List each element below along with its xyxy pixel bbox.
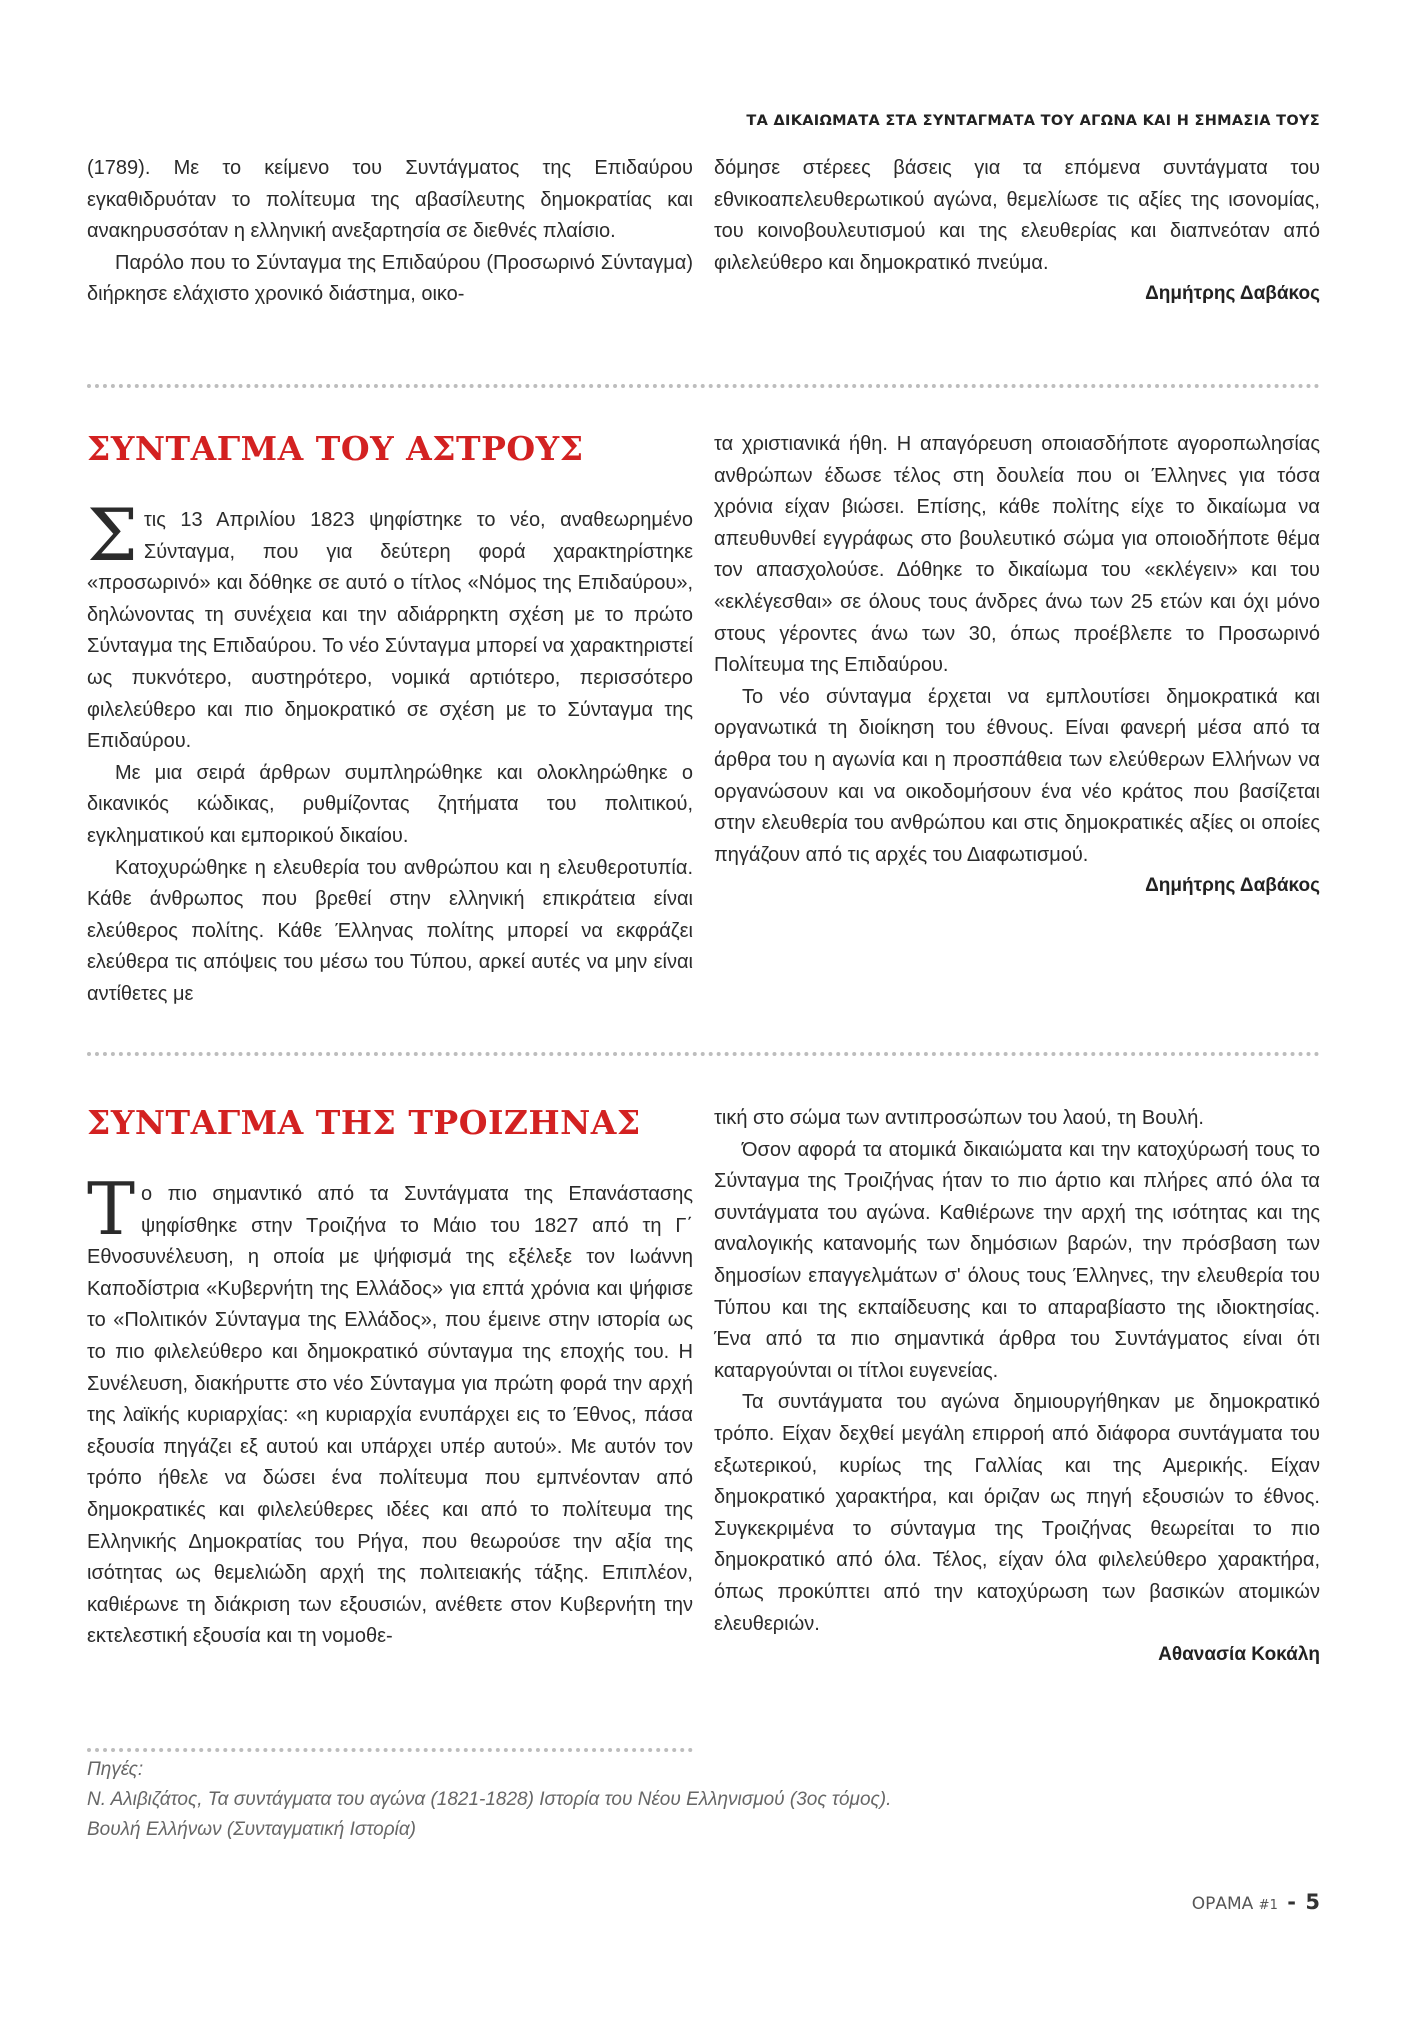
- paragraph: Το πιο σημαντικό από τα Συντάγματα της Επανάστασης ψηφίσθηκε στην Τροιζήνα το Μάιο του 1827 από τη Γ΄ Εθνοσυνέλευση, η οποία με ψήφισμά της εξέλεξε τον Ιωάννη Καποδίστρια «Κυβερνήτη της Ελλάδος» για επτά χρόνια και ψήφισε το «Πολιτικόν Σύνταγμα της Ελλάδος», που έμεινε στην ιστορία ως το πιο φιλελεύθερο και δημοκρατικό σύνταγμα της εποχής του. Η Συνέλευση, διακήρυττε στο νέο Σύνταγμα για πρώτη φορά την αρχή της λαϊκής κυριαρχίας: «η κυριαρχία ενυπάρχει εις το Έθνος, πάσα εξουσία πηγάζει εξ αυτού και υπάρχει υπέρ αυτού». Με αυτόν τον τρόπο ήθελε να δώσει ένα πολίτευμα που εμπνέονταν από δημοκρατικές και φιλελεύθερες ιδέες και από το πολίτευμα της Ελληνικής Δημοκρατίας του Ρήγα, που θεωρούσε την αξία της ισότητας ως θεμελιώδη αρχή της πολιτειακής τάξης. Επιπλέον, καθιέρωνε τη διάκριση των εξουσιών, ανέθετε στον Κυβερνήτη την εκτελεστική εξουσία και τη νομοθε-: [87, 1167, 693, 1648]
- right-column: [714, 1103, 1320, 1670]
- author-signature: Αθανασία Κοκάλη: [1158, 1644, 1320, 1666]
- paragraph: τα χριστιανικά ήθη. Η απαγόρευση οποιασδήποτε αγοροπωλησίας ανθρώπων έδωσε τέλος στη δουλεία που οι Έλληνες για τόσα χρόνια είχαν βιώσει. Επίσης, κάθε πολίτης είχε το δικαίωμα να απευθυνθεί εγγράφως στο βουλευτικό σώμα για οποιοδήποτε θέμα τον απασχολούσε. Δόθηκε το δικαίωμα του «εκλέγειν» και του «εκλέγεσθαι» σε όλους τους άνδρες άνω των 25 ετών και όχι μόνο στους γέροντες άνω των 30, όπως προέβλεπε το Προσωρινό Πολίτευμα της Επιδαύρου.: [714, 433, 1320, 677]
- paragraph: Παρόλο που το Σύνταγμα της Επιδαύρου (Προσωρινό Σύνταγμα) διήρκησε ελάχιστο χρονικό διάστημα, οικο-: [87, 251, 693, 306]
- left-column: [87, 153, 693, 311]
- page-number: 5: [1305, 1890, 1320, 1914]
- left-column: [87, 1103, 693, 1670]
- paragraph: Κατοχυρώθηκε η ελευθερία του ανθρώπου και η ελευθεροτυπία. Κάθε άνθρωπος που βρεθεί στην ελληνική επικράτεια είναι ελεύθερος πολίτης. Κάθε Έλληνας πολίτης μπορεί να εκφράζει ελεύθερα τις απόψεις του μέσω του Τύπου, αρκεί αυτές να μην είναι αντίθετες με: [87, 856, 693, 1005]
- left-column: [87, 429, 693, 1011]
- section-astros: [87, 429, 1320, 1011]
- dotted-divider: [87, 1052, 1320, 1056]
- dotted-divider: [87, 1748, 693, 1752]
- right-column: [714, 153, 1320, 311]
- author-signature: Δημήτρης Δαβάκος: [1145, 283, 1320, 305]
- paragraph: Το νέο σύνταγμα έρχεται να εμπλουτίσει δημοκρατικά και οργανωτικά τη διοίκηση του έθνους. Είναι φανερή μέσα από τα άρθρα του η αγωνία και η προσπάθεια των ελεύθερων Ελλήνων να οργανώσουν και να οικοδομήσουν ένα νέο κράτος που βασίζεται στην ελευθερία του ανθρώπου και στις δημοκρατικές αξίες οι οποίες πηγάζουν από τις αρχές του Διαφωτισμού.: [714, 685, 1320, 866]
- paragraph: Με μια σειρά άρθρων συμπληρώθηκε και ολοκληρώθηκε ο δικανικός κώδικας, ρυθμίζοντας ζητήματα του πολιτικού, εγκληματικού και εμπορικού δικαίου.: [87, 761, 693, 847]
- author-signature: Δημήτρης Δαβάκος: [1145, 875, 1320, 897]
- magazine-name: ΟΡΑΜΑ: [1191, 1894, 1254, 1914]
- paragraph: δόμησε στέρεες βάσεις για τα επόμενα συντάγματα του εθνικοαπελευθερωτικού αγώνα, θεμελίωσε τις αξίες της ισονομίας, του κοινοβουλευτισμού και της ελευθερίας και διαπνεόταν από φιλελεύθερο και δημοκρατικό πνεύμα.: [714, 157, 1320, 274]
- sources: [87, 1755, 891, 1845]
- issue-number: #1: [1258, 1898, 1278, 1913]
- section-heading: ΣΥΝΤΑΓΜΑ ΤΟΥ ΑΣΤΡΟΥΣ: [87, 429, 584, 468]
- paragraph: τική στο σώμα των αντιπροσώπων του λαού, τη Βουλή.: [714, 1107, 1204, 1129]
- paragraph: (1789). Με το κείμενο του Συντάγματος της Επιδαύρου εγκαθιδρυόταν το πολίτευμα της αβασίλευτης δημοκρατίας και ανακηρυσσόταν η ελληνική ανεξαρτησία σε διεθνές πλαίσιο.: [87, 157, 693, 243]
- paragraph: Στις 13 Απριλίου 1823 ψηφίστηκε το νέο, αναθεωρημένο Σύνταγμα, που για δεύτερη φορά χαρακτηρίστηκε «προσωρινό» και δόθηκε σε αυτό ο τίτλος «Νόμος της Επιδαύρου», δηλώνοντας τη συνέχεια και την αδιάρρηκτη σχέση με το πρώτο Σύνταγμα της Επιδαύρου. Το νέο Σύνταγμα μπορεί να χαρακτηριστεί ως πυκνότερο, αυστηρότερο, νομικά αρτιότερο, περισσότερο φιλελεύθερο και πιο δημοκρατικό σε σχέση με το Σύνταγμα της Επιδαύρου.: [87, 493, 693, 753]
- source-item: Ν. Αλιβιζάτος, Τα συντάγματα του αγώνα (1821-1828) Ιστορία του Νέου Ελληνισμού (3ος τόμος).: [87, 1789, 892, 1810]
- page-footer: [1192, 1890, 1320, 1914]
- drop-cap: Σ: [87, 493, 138, 577]
- running-head: ΤΑ ΔΙΚΑΙΩΜΑΤΑ ΣΤΑ ΣΥΝΤΑΓΜΑΤΑ ΤΟΥ ΑΓΩΝΑ ΚΑΙ Η ΣΗΜΑΣΙΑ ΤΟΥΣ: [746, 113, 1320, 129]
- section-troizina: [87, 1103, 1320, 1670]
- right-column: [714, 429, 1320, 1011]
- footer-separator: -: [1287, 1890, 1296, 1914]
- paragraph: Όσον αφορά τα ατομικά δικαιώματα και την κατοχύρωσή τους το Σύνταγμα της Τροιζήνας ήταν το πιο άρτιο και πλήρες από όλα τα συντάγματα του αγώνα. Καθιέρωνε την αρχή της ισότητας και της αναλογικής κατανομής των δημόσιων βαρών, την πρόσβαση των δημοσίων επαγγελμάτων σ' όλους τους Έλληνες, την ελευθερία του Τύπου και της εκπαίδευσης και το απαραβίαστο της ιδιοκτησίας. Ένα από τα πιο σημαντικά άρθρα του Συντάγματος είναι ότι καταργούνται οι τίτλοι ευγενείας.: [714, 1138, 1320, 1382]
- section-heading: ΣΥΝΤΑΓΜΑ ΤΗΣ ΤΡΟΙΖΗΝΑΣ: [87, 1103, 641, 1142]
- drop-cap: Τ: [87, 1167, 136, 1251]
- source-item: Βουλή Ελλήνων (Συνταγματική Ιστορία): [87, 1819, 417, 1840]
- paragraph: Τα συντάγματα του αγώνα δημιουργήθηκαν με δημοκρατικό τρόπο. Είχαν δεχθεί μεγάλη επιρροή από διάφορα συντάγματα του εξωτερικού, κυρίως της Γαλλίας και της Αμερικής. Είχαν δημοκρατικό χαρακτήρα, και όριζαν ως πηγή εξουσιών το έθνος. Συγκεκριμένα το σύνταγμα της Τροιζήνας θεωρείται το πιο δημοκρατικό από όλα. Τέλος, είχαν όλα φιλελεύθερο χαρακτήρα, όπως προκύπτει από την κατοχύρωση των βασικών ατομικών ελευθεριών.: [714, 1391, 1320, 1635]
- sources-label: Πηγές:: [87, 1759, 144, 1780]
- dotted-divider: [87, 384, 1320, 388]
- section-intro-continuation: [87, 153, 1320, 311]
